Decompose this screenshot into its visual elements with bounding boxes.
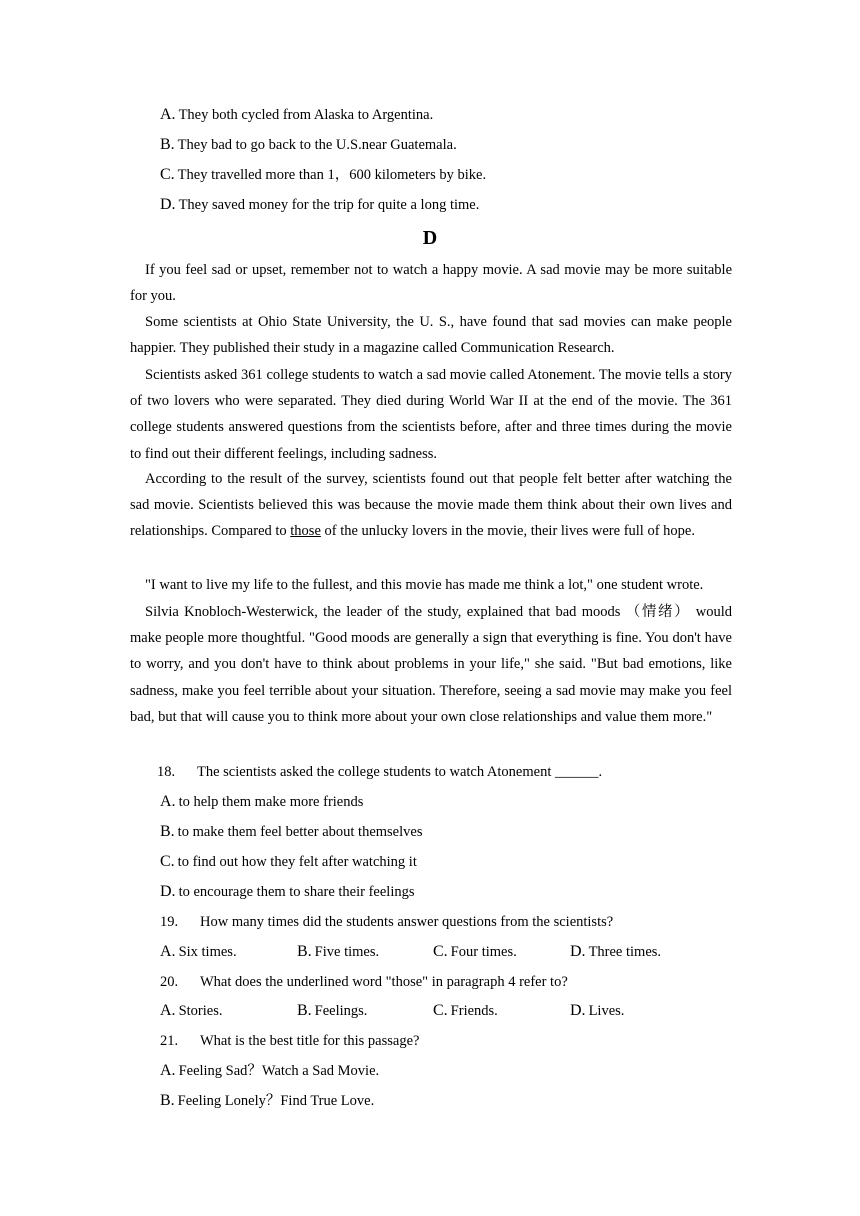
question-18: 18. The scientists asked the college students to watch Atonement ______.: [157, 764, 603, 780]
q19-option-d: D. Three times.: [570, 943, 662, 960]
passage-paragraph-2: Some scientists at Ohio State University, the U. S., have found that sad movies can make people happier. They published their study in a magazine called Communication Research.: [130, 314, 732, 357]
underlined-word-those: those: [290, 523, 321, 540]
question-19: 19. How many times did the students answer questions from the scientists?: [160, 914, 614, 930]
q20-option-d: D. Lives.: [570, 1002, 625, 1019]
q21-option-a: A. Feeling Sad？Watch a Sad Movie.: [160, 1062, 380, 1079]
q19-option-c: C. Four times.: [433, 943, 517, 960]
passage-paragraph-3: Scientists asked 361 college students to watch a sad movie called Atonement. The movie tells a story of two lovers who were separated. They died during World War II at the end of the movie. The 361 college students answered questions from the scientists before, after and three times during the movie to find out their different feelings, including sadness.: [130, 367, 732, 462]
section-heading: D: [422, 227, 438, 249]
q20-option-c: C. Friends.: [433, 1002, 498, 1019]
passage-paragraph-5: "I want to live my life to the fullest, and this movie has made me think a lot," one student wrote.: [145, 577, 704, 593]
q20-option-b: B. Feelings.: [297, 1002, 368, 1019]
q19-option-b: B. Five times.: [297, 943, 380, 960]
q18-option-b: B. to make them feel better about themselves: [160, 823, 423, 840]
prev-option-c: C. They travelled more than 1，600 kilometers by bike.: [160, 166, 487, 183]
q20-option-a: A. Stories.: [160, 1002, 223, 1019]
question-20: 20. What does the underlined word "those" in paragraph 4 refer to?: [160, 974, 568, 990]
q18-option-a: A. to help them make more friends: [160, 793, 364, 810]
q18-option-d: D. to encourage them to share their feelings: [160, 883, 415, 900]
prev-option-d: D. They saved money for the trip for quite a long time.: [160, 196, 480, 213]
passage-paragraph-6: Silvia Knobloch-Westerwick, the leader of the study, explained that bad moods （情绪） would make people more thoughtful. "Good moods are generally a sign that everything is fine. You don't have to worry, and you don't have to think about problems in your life," she said. "But bad emotions, like sadness, make you feel terrible about your situation. Therefore, seeing a sad movie may make you feel bad, but that will cause you to think more about your own close relationships and value them more.": [130, 604, 732, 725]
question-21: 21. What is the best title for this passage?: [160, 1033, 420, 1049]
passage-paragraph-1: If you feel sad or upset, remember not to watch a happy movie. A sad movie may be more suitable for you.: [130, 262, 732, 305]
q21-option-b: B. Feeling Lonely？Find True Love.: [160, 1092, 375, 1109]
prev-option-b: B. They bad to go back to the U.S.near Guatemala.: [160, 136, 457, 153]
prev-option-a: A. They both cycled from Alaska to Argentina.: [160, 106, 434, 123]
q18-option-c: C. to find out how they felt after watching it: [160, 853, 417, 870]
passage-paragraph-4: According to the result of the survey, scientists found out that people felt better after watching the sad movie. Scientists believed this was because the movie made them think about their own lives and relationships. Compared to those of the unlucky lovers in the movie, their lives were full of hope.: [130, 471, 732, 540]
q19-option-a: A. Six times.: [160, 943, 237, 960]
